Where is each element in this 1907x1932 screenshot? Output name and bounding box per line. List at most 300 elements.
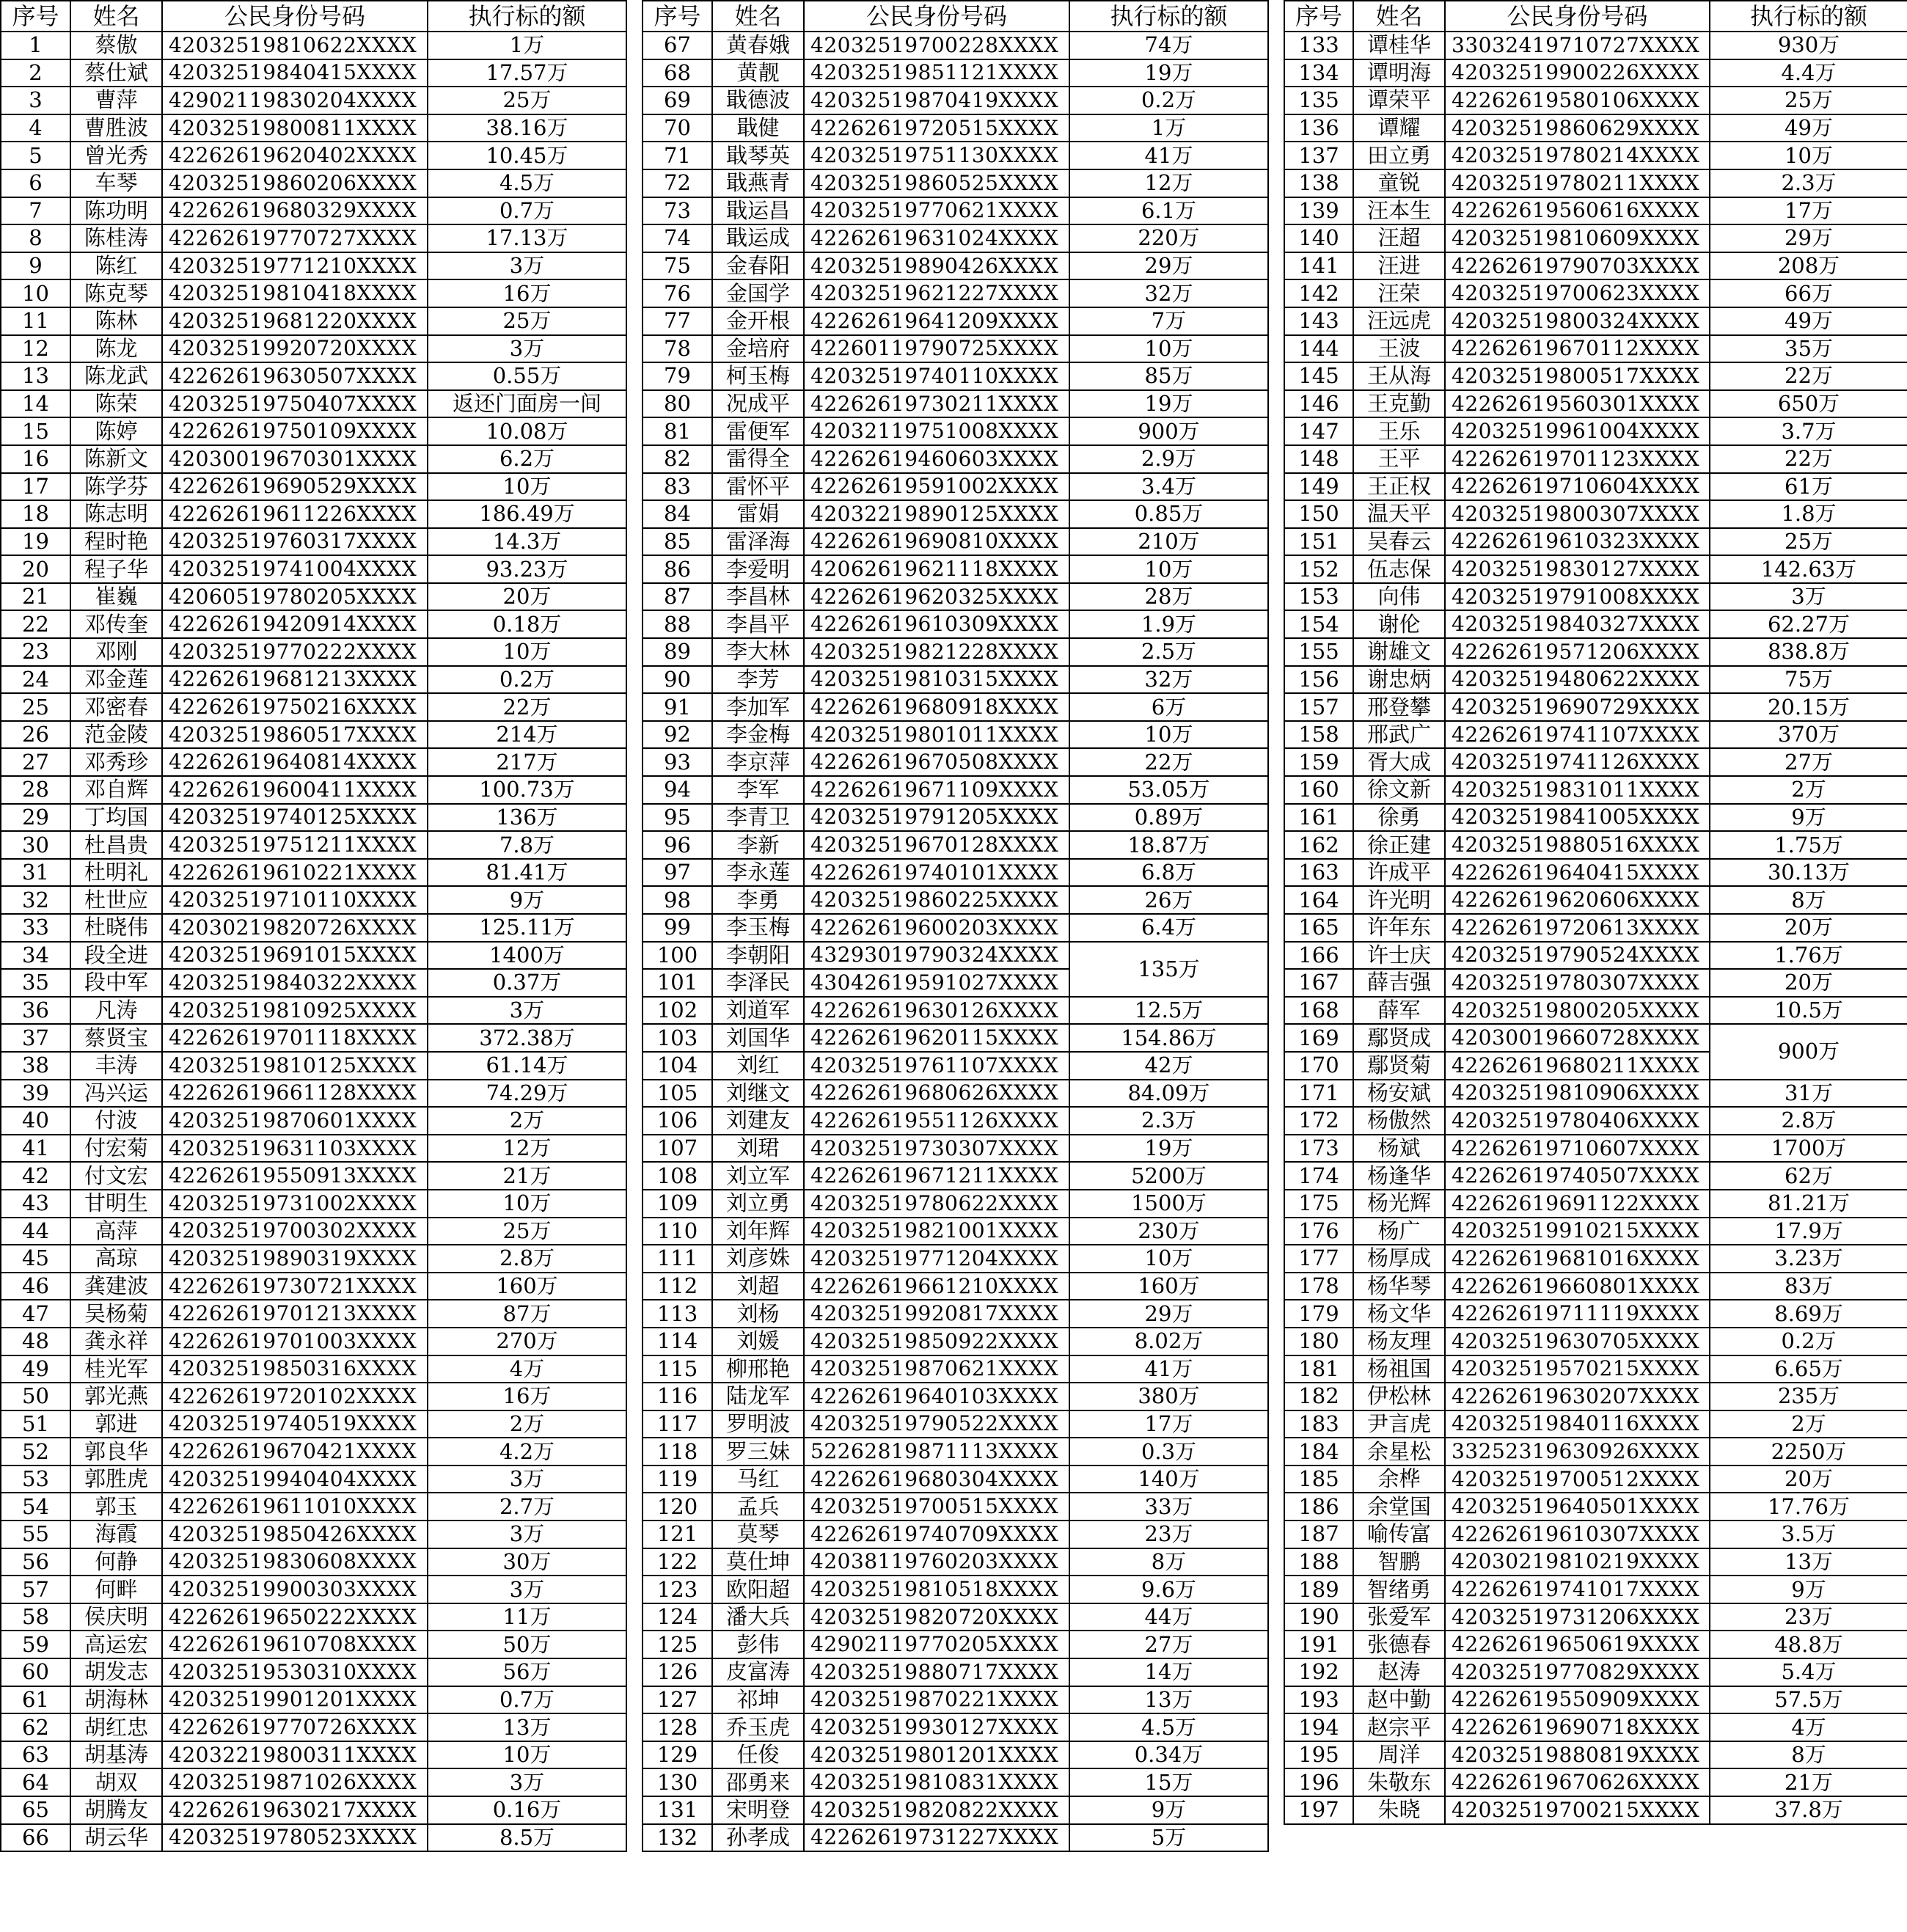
cell-seq: 68: [643, 59, 712, 87]
cell-seq: 184: [1284, 1438, 1353, 1466]
table-row: [643, 279, 1268, 307]
cell-name: 金开根: [712, 307, 804, 335]
cell-seq: 70: [643, 114, 712, 142]
cell-name: 何静: [70, 1548, 162, 1576]
cell-id-number: 42262619720515XXXX: [804, 114, 1069, 142]
table-row: [1284, 1796, 1907, 1824]
cell-name: 乔玉虎: [712, 1713, 804, 1741]
cell-amount: 8万: [1710, 1741, 1907, 1769]
table-row: [643, 1438, 1268, 1466]
cell-id-number: 42262619611226XXXX: [162, 500, 428, 528]
table-header: [643, 1, 1268, 32]
cell-seq: 121: [643, 1521, 712, 1548]
table-row: [1284, 1548, 1907, 1576]
cell-id-number: 42260119790725XXXX: [804, 335, 1069, 363]
cell-seq: 96: [643, 831, 712, 859]
cell-seq: 17: [1, 473, 70, 501]
cell-amount: 20万: [1710, 969, 1907, 997]
cell-name: 邓秀珍: [70, 748, 162, 776]
cell-seq: 137: [1284, 142, 1353, 169]
cell-name: 刘杨: [712, 1300, 804, 1328]
table-row: [643, 1024, 1268, 1052]
cell-name: 丰涛: [70, 1052, 162, 1080]
cell-name: 谢忠炳: [1353, 666, 1445, 694]
cell-name: 戢燕青: [712, 169, 804, 197]
cell-name: 杜昌贵: [70, 831, 162, 859]
table-row: [1, 666, 626, 694]
cell-seq: 51: [1, 1410, 70, 1438]
cell-seq: 93: [643, 748, 712, 776]
cell-amount: 2.8万: [428, 1245, 626, 1273]
cell-name: 刘媛: [712, 1328, 804, 1355]
cell-seq: 195: [1284, 1741, 1353, 1769]
cell-seq: 53: [1, 1466, 70, 1493]
cell-amount: 19万: [1069, 59, 1268, 87]
cell-seq: 42: [1, 1162, 70, 1190]
cell-seq: 3: [1, 87, 70, 114]
cell-amount: 3.4万: [1069, 473, 1268, 501]
cell-name: 何畔: [70, 1576, 162, 1603]
cell-amount: 29万: [1710, 224, 1907, 252]
table-row: [1, 942, 626, 970]
cell-name: 侯庆明: [70, 1603, 162, 1631]
cell-id-number: 42032519920720XXXX: [162, 335, 428, 363]
cell-seq: 106: [643, 1107, 712, 1135]
cell-id-number: 42032519621227XXXX: [804, 279, 1069, 307]
cell-id-number: 42032519870221XXXX: [804, 1686, 1069, 1714]
cell-seq: 29: [1, 804, 70, 832]
cell-amount: 62万: [1710, 1162, 1907, 1190]
cell-name: 皮富涛: [712, 1658, 804, 1686]
table-row: [1284, 1245, 1907, 1273]
cell-id-number: 42262619460603XXXX: [804, 445, 1069, 473]
cell-id-number: 42032519770829XXXX: [1445, 1658, 1710, 1686]
cell-name: 王波: [1353, 335, 1445, 363]
cell-amount: 4万: [428, 1355, 626, 1383]
cell-seq: 34: [1, 942, 70, 970]
cell-amount: 74.29万: [428, 1080, 626, 1108]
table-row: [1284, 555, 1907, 583]
cell-name: 王正权: [1353, 473, 1445, 501]
cell-id-number: 42032519900303XXXX: [162, 1576, 428, 1603]
cell-amount: 210万: [1069, 528, 1268, 556]
cell-seq: 77: [643, 307, 712, 335]
cell-amount: 61.14万: [428, 1052, 626, 1080]
cell-name: 陈新文: [70, 445, 162, 473]
cell-name: 李昌平: [712, 610, 804, 638]
table-row: [1, 1438, 626, 1466]
table-row: [1284, 87, 1907, 114]
table-body: [1, 32, 626, 1851]
table-row: [643, 59, 1268, 87]
cell-amount: 154.86万: [1069, 1024, 1268, 1052]
cell-name: 戢德波: [712, 87, 804, 114]
table-row: [643, 1383, 1268, 1410]
cell-name: 胡发志: [70, 1658, 162, 1686]
cell-amount: 17万: [1069, 1410, 1268, 1438]
cell-amount: 15万: [1069, 1768, 1268, 1796]
cell-amount: 29万: [1069, 1300, 1268, 1328]
cell-name: 陈林: [70, 307, 162, 335]
cell-id-number: 42262619591002XXXX: [804, 473, 1069, 501]
cell-amount: 6.1万: [1069, 197, 1268, 225]
table-row: [1284, 32, 1907, 59]
cell-name: 程时艳: [70, 528, 162, 556]
cell-amount: 81.41万: [428, 859, 626, 887]
cell-name: 徐文新: [1353, 776, 1445, 804]
cell-seq: 67: [643, 32, 712, 59]
table-row: [1284, 1080, 1907, 1108]
table-row: [1, 1245, 626, 1273]
cell-amount: 3万: [428, 335, 626, 363]
cell-seq: 21: [1, 583, 70, 611]
cell-name: 陈龙武: [70, 362, 162, 390]
cell-seq: 81: [643, 417, 712, 445]
cell-seq: 89: [643, 638, 712, 666]
cell-amount: 900万: [1069, 417, 1268, 445]
cell-amount: 8万: [1710, 886, 1907, 914]
cell-id-number: 42262619620325XXXX: [804, 583, 1069, 611]
table-row: [1, 583, 626, 611]
table-row: [643, 87, 1268, 114]
table-row: [1284, 1658, 1907, 1686]
cell-amount: 6.65万: [1710, 1355, 1907, 1383]
cell-seq: 55: [1, 1521, 70, 1548]
cell-amount: 5200万: [1069, 1162, 1268, 1190]
cell-id-number: 42032519880516XXXX: [1445, 831, 1710, 859]
cell-amount: 93.23万: [428, 555, 626, 583]
cell-amount: 26万: [1069, 886, 1268, 914]
cell-seq: 146: [1284, 390, 1353, 418]
cell-amount: 1.75万: [1710, 831, 1907, 859]
cell-amount: 125.11万: [428, 914, 626, 942]
cell-id-number: 42262619720613XXXX: [1445, 914, 1710, 942]
cell-amount: 4.4万: [1710, 59, 1907, 87]
cell-seq: 127: [643, 1686, 712, 1714]
cell-seq: 35: [1, 969, 70, 997]
table-row: [643, 335, 1268, 363]
cell-seq: 45: [1, 1245, 70, 1273]
cell-id-number: 42262619560301XXXX: [1445, 390, 1710, 418]
table-row: [1284, 1768, 1907, 1796]
cell-seq: 48: [1, 1328, 70, 1355]
table-row: [1284, 528, 1907, 556]
cell-amount: 0.89万: [1069, 804, 1268, 832]
cell-seq: 22: [1, 610, 70, 638]
cell-id-number: 42032519740125XXXX: [162, 804, 428, 832]
cell-amount: 372.38万: [428, 1024, 626, 1052]
cell-seq: 7: [1, 197, 70, 225]
cell-name: 周洋: [1353, 1741, 1445, 1769]
table-row: [643, 666, 1268, 694]
table-row: [1284, 335, 1907, 363]
cell-name: 付波: [70, 1107, 162, 1135]
cell-amount: 6万: [1069, 693, 1268, 721]
table-row: [1284, 886, 1907, 914]
cell-id-number: 42032519840415XXXX: [162, 59, 428, 87]
cell-id-number: 42032519840116XXXX: [1445, 1410, 1710, 1438]
cell-amount: 217万: [428, 748, 626, 776]
cell-name: 谭耀: [1353, 114, 1445, 142]
cell-id-number: 42262619610307XXXX: [1445, 1521, 1710, 1548]
cell-name: 刘立勇: [712, 1190, 804, 1218]
table-row: [643, 252, 1268, 280]
cell-id-number: 42032519930127XXXX: [804, 1713, 1069, 1741]
cell-seq: 110: [643, 1218, 712, 1245]
cell-name: 许光明: [1353, 886, 1445, 914]
cell-name: 李军: [712, 776, 804, 804]
cell-seq: 28: [1, 776, 70, 804]
cell-id-number: 42032519640501XXXX: [1445, 1493, 1710, 1521]
table-row: [1, 776, 626, 804]
cell-amount: 81.21万: [1710, 1190, 1907, 1218]
table-row: [643, 1713, 1268, 1741]
table-row: [1284, 1521, 1907, 1548]
cell-amount: 2250万: [1710, 1438, 1907, 1466]
table-row: [643, 114, 1268, 142]
cell-seq: 49: [1, 1355, 70, 1383]
cell-id-number: 42032519800324XXXX: [1445, 307, 1710, 335]
cell-seq: 116: [643, 1383, 712, 1410]
cell-seq: 131: [643, 1796, 712, 1824]
cell-id-number: 42262619640415XXXX: [1445, 859, 1710, 887]
cell-seq: 58: [1, 1603, 70, 1631]
table-row: [1, 1768, 626, 1796]
cell-name: 胡海林: [70, 1686, 162, 1714]
table-row: [1, 1658, 626, 1686]
cell-id-number: 42262619420914XXXX: [162, 610, 428, 638]
cell-amount: 2.7万: [428, 1493, 626, 1521]
table-row: [1, 390, 626, 418]
cell-id-number: 42262619551126XXXX: [804, 1107, 1069, 1135]
cell-seq: 100: [643, 942, 712, 970]
cell-name: 蔡贤宝: [70, 1024, 162, 1052]
cell-id-number: 42032519840322XXXX: [162, 969, 428, 997]
table-row: [1284, 473, 1907, 501]
table-row: [1284, 142, 1907, 169]
cell-id-number: 42032519790522XXXX: [804, 1410, 1069, 1438]
cell-name: 杨傲然: [1353, 1107, 1445, 1135]
cell-amount: 10万: [428, 1190, 626, 1218]
cell-seq: 74: [643, 224, 712, 252]
table-row: [1, 1493, 626, 1521]
cell-amount: 7万: [1069, 307, 1268, 335]
table-row: [1284, 942, 1907, 970]
cell-name: 许士庆: [1353, 942, 1445, 970]
cell-amount: 0.7万: [428, 197, 626, 225]
cell-id-number: 42262619741017XXXX: [1445, 1576, 1710, 1603]
table-row: [1284, 583, 1907, 611]
table-row: [643, 1576, 1268, 1603]
cell-seq: 193: [1284, 1686, 1353, 1714]
cell-id-number: 42262619691122XXXX: [1445, 1190, 1710, 1218]
cell-seq: 147: [1284, 417, 1353, 445]
cell-seq: 138: [1284, 169, 1353, 197]
cell-seq: 120: [643, 1493, 712, 1521]
table-row: [1, 307, 626, 335]
cell-id-number: 42032519731206XXXX: [1445, 1603, 1710, 1631]
table-row: [1284, 1328, 1907, 1355]
cell-amount: 1.8万: [1710, 500, 1907, 528]
cell-amount: 5.4万: [1710, 1658, 1907, 1686]
cell-name: 王从海: [1353, 362, 1445, 390]
cell-id-number: 42032519850316XXXX: [162, 1355, 428, 1383]
cell-id-number: 33032419710727XXXX: [1445, 32, 1710, 59]
cell-id-number: 42262619710607XXXX: [1445, 1135, 1710, 1163]
cell-seq: 47: [1, 1300, 70, 1328]
cell-seq: 39: [1, 1080, 70, 1108]
cell-seq: 40: [1, 1107, 70, 1135]
cell-seq: 156: [1284, 666, 1353, 694]
table-row: [1284, 417, 1907, 445]
table-row: [643, 638, 1268, 666]
cell-amount: 83万: [1710, 1273, 1907, 1300]
cell-name: 戢运昌: [712, 197, 804, 225]
cell-name: 陈荣: [70, 390, 162, 418]
cell-seq: 117: [643, 1410, 712, 1438]
table-row: [1284, 1576, 1907, 1603]
table-row: [1284, 1162, 1907, 1190]
table-row: [1284, 1135, 1907, 1163]
cell-seq: 148: [1284, 445, 1353, 473]
cell-seq: 196: [1284, 1768, 1353, 1796]
cell-seq: 175: [1284, 1190, 1353, 1218]
cell-name: 高运宏: [70, 1631, 162, 1658]
table-row: [1, 997, 626, 1025]
table-row: [1284, 1273, 1907, 1300]
cell-name: 陈克琴: [70, 279, 162, 307]
cell-id-number: 42032519750407XXXX: [162, 390, 428, 418]
cell-name: 薛军: [1353, 997, 1445, 1025]
cell-amount: 41万: [1069, 1355, 1268, 1383]
cell-id-number: 42262619680304XXXX: [804, 1466, 1069, 1493]
cell-id-number: 42032219890125XXXX: [804, 500, 1069, 528]
cell-amount: 7.8万: [428, 831, 626, 859]
cell-seq: 44: [1, 1218, 70, 1245]
cell-amount: 20万: [1710, 914, 1907, 942]
cell-id-number: 42262619620115XXXX: [804, 1024, 1069, 1052]
cell-seq: 134: [1284, 59, 1353, 87]
cell-id-number: 42032519920817XXXX: [804, 1300, 1069, 1328]
header-seq: 序号: [1284, 1, 1353, 32]
cell-id-number: 42032519810831XXXX: [804, 1768, 1069, 1796]
cell-id-number: 42032519821001XXXX: [804, 1218, 1069, 1245]
cell-id-number: 42262619600203XXXX: [804, 914, 1069, 942]
cell-amount: 2.5万: [1069, 638, 1268, 666]
cell-id-number: 42262619740709XXXX: [804, 1521, 1069, 1548]
cell-amount: 13万: [1710, 1548, 1907, 1576]
cell-amount: 10万: [428, 473, 626, 501]
cell-amount: 22万: [1710, 445, 1907, 473]
cell-amount: 3万: [428, 1521, 626, 1548]
cell-seq: 129: [643, 1741, 712, 1769]
cell-seq: 104: [643, 1052, 712, 1080]
cell-id-number: 42262619690810XXXX: [804, 528, 1069, 556]
cell-id-number: 42032519890426XXXX: [804, 252, 1069, 280]
cell-name: 杨祖国: [1353, 1355, 1445, 1383]
cell-amount: 2.8万: [1710, 1107, 1907, 1135]
cell-amount: 1500万: [1069, 1190, 1268, 1218]
cell-amount: 10.08万: [428, 417, 626, 445]
cell-name: 刘道军: [712, 997, 804, 1025]
table-row: [643, 1631, 1268, 1658]
table-row: [643, 1466, 1268, 1493]
cell-seq: 71: [643, 142, 712, 169]
cell-amount: 30.13万: [1710, 859, 1907, 887]
cell-seq: 1: [1, 32, 70, 59]
cell-amount: 22万: [1710, 362, 1907, 390]
cell-seq: 41: [1, 1135, 70, 1163]
cell-seq: 16: [1, 445, 70, 473]
cell-amount: 21万: [428, 1162, 626, 1190]
cell-name: 智鹏: [1353, 1548, 1445, 1576]
cell-amount: 160万: [1069, 1273, 1268, 1300]
table-row: [1284, 1024, 1907, 1052]
table-row: [1284, 638, 1907, 666]
cell-name: 郭玉: [70, 1493, 162, 1521]
cell-seq: 128: [643, 1713, 712, 1741]
cell-seq: 187: [1284, 1521, 1353, 1548]
table-row: [643, 1107, 1268, 1135]
cell-name: 金春阳: [712, 252, 804, 280]
cell-amount: 10.5万: [1710, 997, 1907, 1025]
cell-seq: 159: [1284, 748, 1353, 776]
header-id-number: 公民身份号码: [162, 1, 428, 32]
table-row: [1284, 914, 1907, 942]
cell-amount: 20万: [1710, 1466, 1907, 1493]
table-row: [1, 197, 626, 225]
cell-id-number: 42032519810609XXXX: [1445, 224, 1710, 252]
cell-amount: 1.76万: [1710, 942, 1907, 970]
cell-seq: 152: [1284, 555, 1353, 583]
cell-name: 汪本生: [1353, 197, 1445, 225]
cell-amount: 142.63万: [1710, 555, 1907, 583]
cell-seq: 136: [1284, 114, 1353, 142]
cell-seq: 109: [643, 1190, 712, 1218]
cell-name: 李京萍: [712, 748, 804, 776]
cell-name: 刘红: [712, 1052, 804, 1080]
cell-seq: 9: [1, 252, 70, 280]
cell-amount: 87万: [428, 1300, 626, 1328]
table-row: [1, 555, 626, 583]
cell-id-number: 42032519830127XXXX: [1445, 555, 1710, 583]
cell-name: 曹胜波: [70, 114, 162, 142]
cell-seq: 59: [1, 1631, 70, 1658]
cell-id-number: 42062619621118XXXX: [804, 555, 1069, 583]
cell-amount: 42万: [1069, 1052, 1268, 1080]
cell-id-number: 42032519780214XXXX: [1445, 142, 1710, 169]
cell-id-number: 42262619680918XXXX: [804, 693, 1069, 721]
table-row: [643, 859, 1268, 887]
cell-name: 欧阳超: [712, 1576, 804, 1603]
table-row: [643, 473, 1268, 501]
cell-id-number: 42262619610708XXXX: [162, 1631, 428, 1658]
cell-seq: 69: [643, 87, 712, 114]
cell-amount: 23万: [1069, 1521, 1268, 1548]
cell-id-number: 42262619681213XXXX: [162, 666, 428, 694]
cell-id-number: 42032519800307XXXX: [1445, 500, 1710, 528]
table-row: [1, 87, 626, 114]
table-row: [643, 362, 1268, 390]
table-row: [643, 1521, 1268, 1548]
cell-seq: 92: [643, 721, 712, 749]
cell-name: 张爱军: [1353, 1603, 1445, 1631]
cell-id-number: 42032519741126XXXX: [1445, 748, 1710, 776]
cell-id-number: 42262619741107XXXX: [1445, 721, 1710, 749]
table-row: [643, 307, 1268, 335]
table-row: [643, 1548, 1268, 1576]
cell-name: 车琴: [70, 169, 162, 197]
